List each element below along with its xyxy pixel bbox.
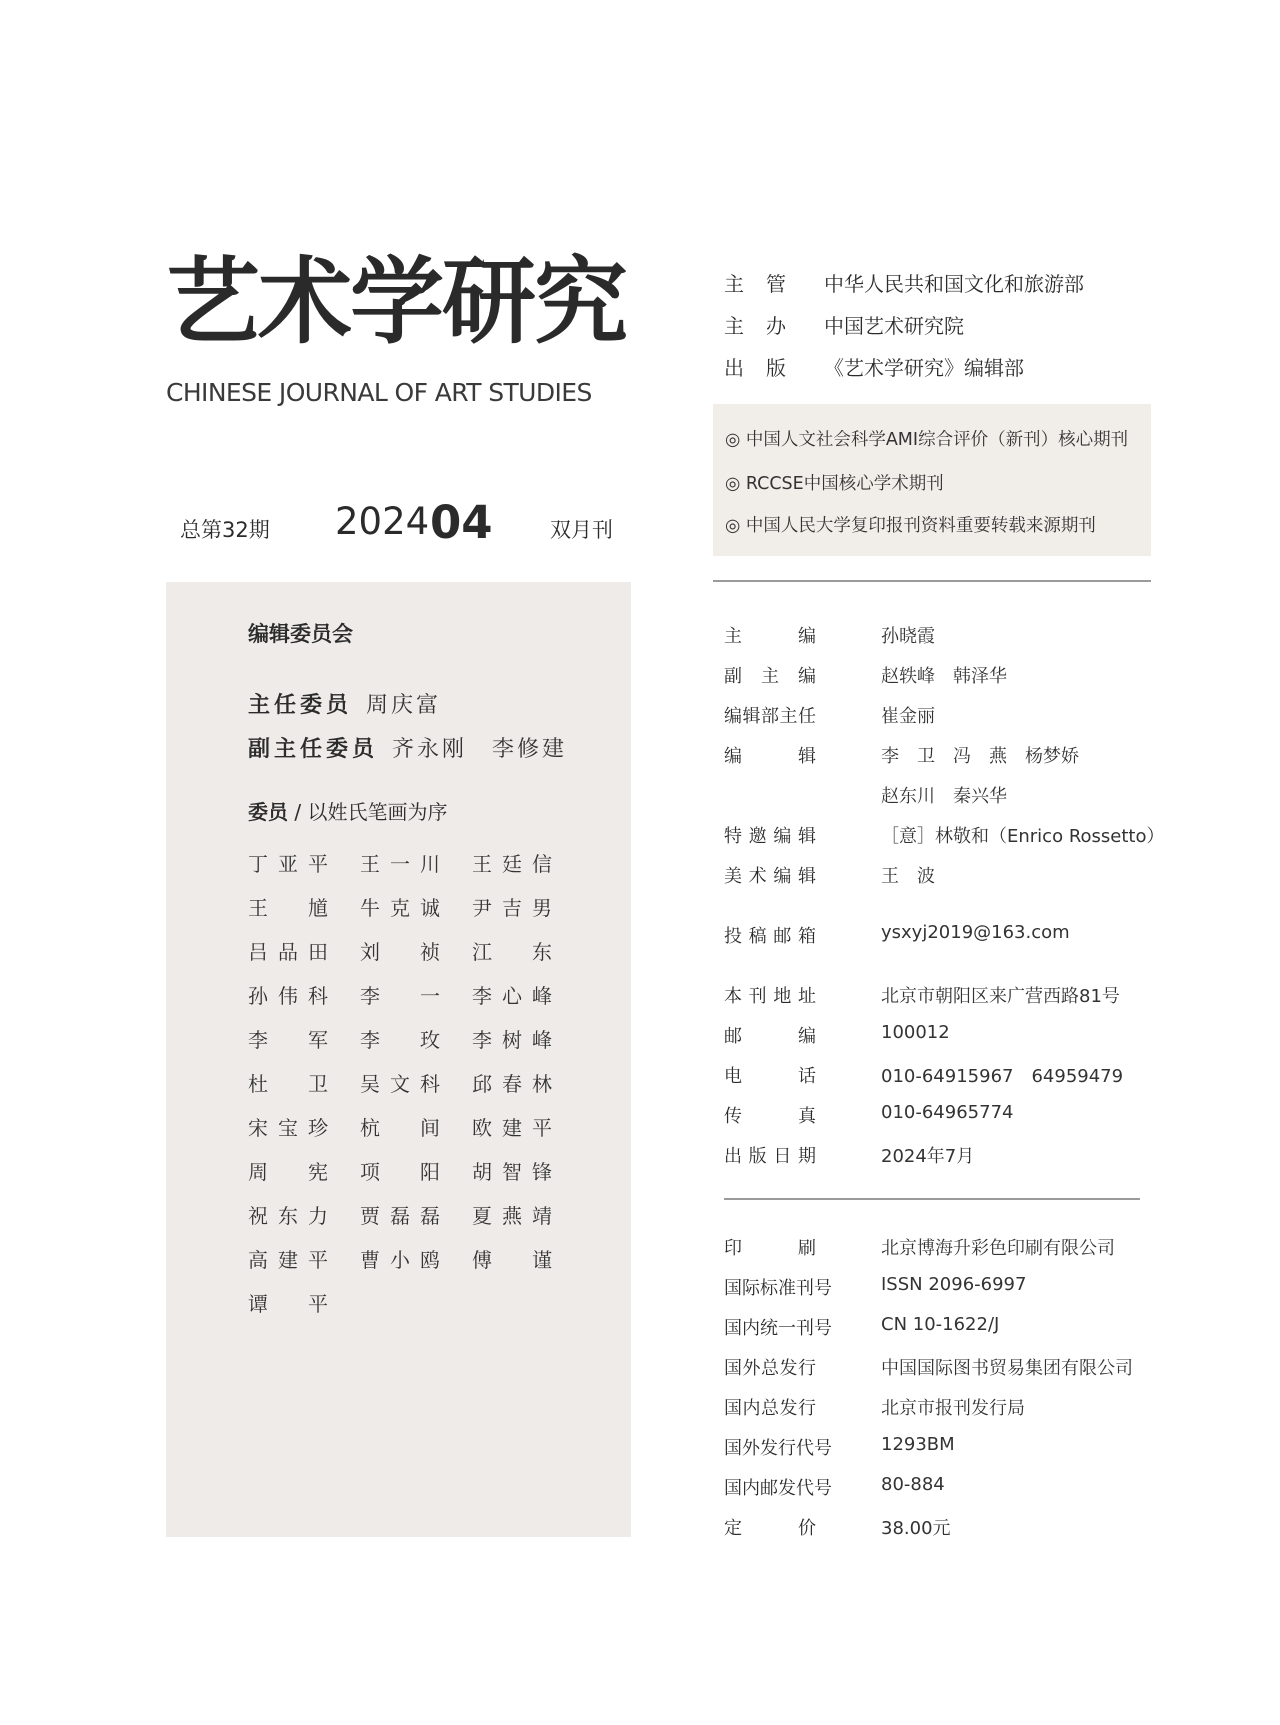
committee-member: 王 馗 [248, 896, 328, 920]
divider [713, 580, 1151, 582]
sponsor-value: 中华人民共和国文化和旅游部 [824, 272, 1084, 296]
committee-heading: 编辑委员会 [248, 622, 353, 646]
committee-member: 李 心 峰 [472, 984, 552, 1008]
committee-member: 孙 伟 科 [248, 984, 328, 1008]
sponsor-label: 主办 [724, 314, 808, 338]
staff-label: 主 编 [724, 626, 816, 647]
staff-value: ［意］林敬和（Enrico Rossetto） [881, 826, 1165, 847]
committee-member: 祝 东 力 [248, 1204, 328, 1228]
staff-value: 李 卫 冯 燕 杨梦娇 [881, 746, 1079, 767]
divider [724, 1198, 1140, 1200]
staff-value: 崔金丽 [881, 706, 935, 727]
indexing-item: ◎ RCCSE中国核心学术期刊 [725, 474, 944, 494]
committee-member: 宋 宝 珍 [248, 1116, 328, 1140]
contact-value: 100012 [881, 1022, 950, 1043]
contact-value: 010-64965774 [881, 1102, 1014, 1123]
staff-value: 赵轶峰 韩泽华 [881, 666, 1007, 687]
committee-deputy-row [248, 732, 567, 763]
deputy-label: 副主任委员 [248, 737, 379, 762]
members-note: / 以姓氏笔画为序 [288, 800, 448, 824]
director-name: 周庆富 [366, 693, 442, 718]
committee-member: 贾 磊 磊 [360, 1204, 440, 1228]
sponsor-label: 出版 [724, 356, 808, 380]
publication-info-label: 定 价 [724, 1518, 816, 1539]
staff-value: 赵东川 秦兴华 [881, 786, 1007, 807]
committee-director-row [248, 688, 441, 719]
staff-label: 特 邀 编 辑 [724, 826, 816, 847]
sponsor-value: 《艺术学研究》编辑部 [824, 356, 1024, 380]
publication-info-label: 国 内 统 一 刊 号 [724, 1318, 832, 1339]
committee-member: 项 阳 [360, 1160, 440, 1184]
committee-member: 邱 春 林 [472, 1072, 552, 1096]
issue-year: 2024 [335, 500, 430, 543]
contact-value: 010-64915967 64959479 [881, 1066, 1124, 1087]
editorial-committee [166, 582, 631, 1537]
committee-member: 李 树 峰 [472, 1028, 552, 1052]
committee-member: 曹 小 鸥 [360, 1248, 440, 1272]
publication-info-label: 国 外 发 行 代 号 [724, 1438, 832, 1459]
committee-member: 尹 吉 男 [472, 896, 552, 920]
publication-info-label: 国 际 标 准 刊 号 [724, 1278, 832, 1299]
members-label: 委员 [248, 800, 288, 824]
director-label: 主任委员 [248, 693, 353, 718]
publication-info-value: 80-884 [881, 1474, 945, 1495]
committee-member: 李 一 [360, 984, 440, 1008]
committee-member: 胡 智 锋 [472, 1160, 552, 1184]
committee-member: 刘 祯 [360, 940, 440, 964]
committee-member: 杜 卫 [248, 1072, 328, 1096]
committee-member: 王 一 川 [360, 852, 440, 876]
contact-value: 北京市朝阳区来广营西路81号 [881, 986, 1120, 1007]
journal-title-cn: 艺术学研究 [166, 248, 627, 357]
contact-label: 电 话 [724, 1066, 816, 1087]
publication-info-value: 北京博海升彩色印刷有限公司 [881, 1238, 1115, 1259]
committee-member: 李 军 [248, 1028, 328, 1052]
contact-value: 2024年7月 [881, 1146, 975, 1167]
staff-label: 编 辑 部 主 任 [724, 706, 816, 727]
committee-member: 吴 文 科 [360, 1072, 440, 1096]
publication-info-label: 国 外 总 发 行 [724, 1358, 816, 1379]
submission-email: ysxyj2019@163.com [881, 922, 1070, 943]
committee-member: 吕 品 田 [248, 940, 328, 964]
issue-total-number: 总第32期 [180, 518, 270, 542]
publication-info-value: 中国国际图书贸易集团有限公司 [881, 1358, 1133, 1379]
publication-info-label: 国 内 总 发 行 [724, 1398, 816, 1419]
committee-member: 高 建 平 [248, 1248, 328, 1272]
contact-label: 传 真 [724, 1106, 816, 1127]
submission-label: 投 稿 邮 箱 [724, 926, 816, 947]
committee-member: 谭 平 [248, 1292, 328, 1316]
committee-member: 夏 燕 靖 [472, 1204, 552, 1228]
publication-info-value: 1293BM [881, 1434, 955, 1455]
publication-info-value: ISSN 2096-6997 [881, 1274, 1027, 1295]
committee-member: 傅 谨 [472, 1248, 552, 1272]
staff-value: 王 波 [881, 866, 935, 887]
publication-info-value: CN 10-1622/J [881, 1314, 1000, 1335]
committee-member: 李 玫 [360, 1028, 440, 1052]
publication-info-value: 38.00元 [881, 1518, 951, 1539]
issue-number: 04 [430, 496, 493, 549]
staff-label: 副 主 编 [724, 666, 816, 687]
committee-member: 欧 建 平 [472, 1116, 552, 1140]
committee-member: 杭 间 [360, 1116, 440, 1140]
contact-label: 本 刊 地 址 [724, 986, 816, 1007]
staff-value: 孙晓霞 [881, 626, 935, 647]
indexing-box [713, 404, 1151, 556]
issue-frequency: 双月刊 [550, 518, 613, 542]
journal-title-en: CHINESE JOURNAL OF ART STUDIES [166, 378, 592, 407]
contact-label: 邮 编 [724, 1026, 816, 1047]
sponsor-value: 中国艺术研究院 [824, 314, 964, 338]
staff-label: 美 术 编 辑 [724, 866, 816, 887]
committee-member: 王 廷 信 [472, 852, 552, 876]
committee-member: 丁 亚 平 [248, 852, 328, 876]
committee-member: 江 东 [472, 940, 552, 964]
publication-info-value: 北京市报刊发行局 [881, 1398, 1025, 1419]
publication-info-label: 国 内 邮 发 代 号 [724, 1478, 832, 1499]
indexing-item: ◎ 中国人文社会科学AMI综合评价（新刊）核心期刊 [725, 430, 1129, 450]
deputy-names: 齐永刚 李修建 [392, 737, 568, 762]
staff-label: 编 辑 [724, 746, 816, 767]
sponsor-label: 主管 [724, 272, 808, 296]
indexing-item: ◎ 中国人民大学复印报刊资料重要转载来源期刊 [725, 516, 1096, 536]
publication-info-label: 印 刷 [724, 1238, 816, 1259]
committee-member: 周 宪 [248, 1160, 328, 1184]
contact-label: 出 版 日 期 [724, 1146, 816, 1167]
members-heading [248, 796, 447, 825]
committee-member: 牛 克 诚 [360, 896, 440, 920]
